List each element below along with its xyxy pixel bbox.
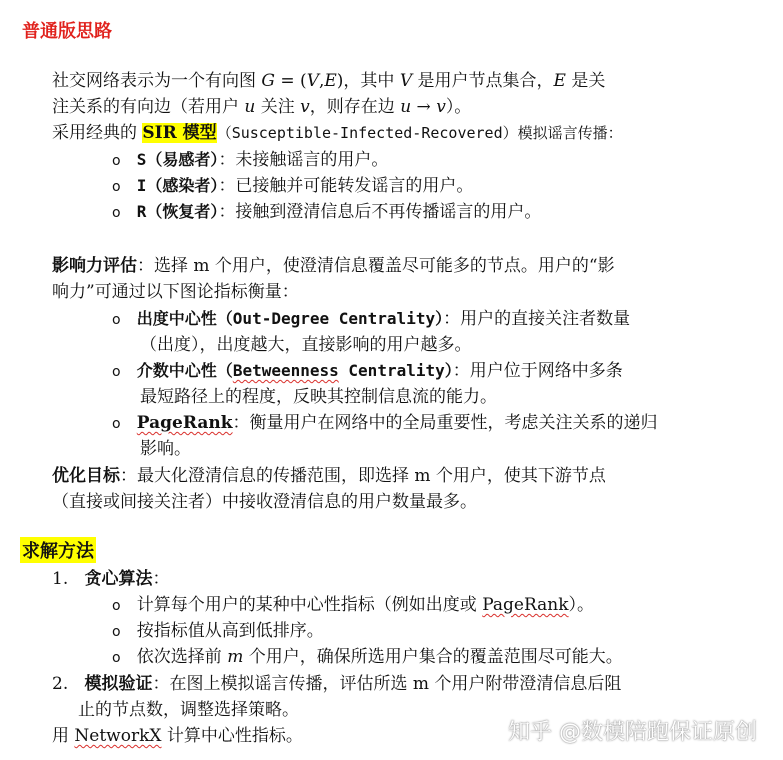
- state-desc: ：未接触谣言的用户。: [218, 150, 389, 170]
- metric-label-suffix: Centrality）: [338, 361, 453, 380]
- state-label: R（恢复者）: [136, 202, 219, 221]
- metric-betweenness-cont: 最短路径上的程度，反映其控制信息流的能力。: [140, 387, 497, 407]
- item-colon: ：: [152, 569, 170, 589]
- footer-prefix: 用: [52, 726, 75, 746]
- influence-line-2: 响力”可通过以下图论指标衡量：: [52, 282, 299, 302]
- item-text: ：在图上模拟谣言传播，评估所选 m 个用户附带澄清信息后阻: [152, 674, 622, 694]
- item-label: 贪心算法: [84, 569, 153, 589]
- step-text: 按指标值从高到低排序。: [136, 621, 324, 641]
- state-item-s: [112, 147, 388, 174]
- bullet-icon: o: [112, 416, 121, 432]
- metric-label: PageRank: [136, 413, 233, 433]
- step-spellcheck-word: PageRank: [482, 595, 569, 615]
- sir-prefix: 采用经典的: [52, 123, 143, 143]
- section-heading-normal: 普通版思路: [22, 21, 112, 42]
- metric-out-degree-cont: （出度），出度越大，直接影响的用户越多。: [140, 335, 472, 355]
- metric-out-degree: [112, 306, 630, 333]
- step-text-suffix: ）。: [568, 595, 595, 615]
- metric-label: 出度中心性（Out-Degree Centrality）: [136, 309, 444, 328]
- bullet-icon: o: [112, 312, 121, 328]
- greedy-step-1: [112, 592, 594, 619]
- step-text: 计算每个用户的某种中心性指标（例如出度或: [136, 595, 483, 615]
- metric-betweenness: [112, 358, 623, 385]
- footer-line: [52, 723, 303, 749]
- metric-pagerank: [112, 410, 658, 437]
- intro-line-1: 社交网络表示为一个有向图 G = (V,E)，其中 V 是用户节点集合，E 是关: [52, 71, 606, 91]
- footer-spellcheck-word: NetworkX: [74, 726, 162, 746]
- item-number: 2.: [52, 674, 69, 694]
- metric-desc: ：衡量用户在网络中的全局重要性，考虑关注关系的递归: [232, 413, 658, 433]
- watermark: 知乎 @数模陪跑保证原创: [508, 720, 757, 745]
- sir-model-highlight: SIR 模型: [142, 123, 217, 143]
- goal-label: 优化目标: [52, 466, 120, 486]
- influence-text-1: ：选择 m 个用户，使澄清信息覆盖尽可能多的节点。用户的“影: [137, 256, 615, 276]
- state-label: I（感染者）: [136, 176, 219, 195]
- metric-desc: ：用户的直接关注者数量: [443, 309, 631, 329]
- item-number: 1.: [52, 569, 69, 589]
- metric-label-prefix: 介数中心性（: [136, 361, 233, 380]
- sir-full-name: （Susceptible-Infected-Recovered）模拟谣言传播：: [216, 124, 623, 142]
- footer-suffix: 计算中心性指标。: [161, 726, 303, 746]
- intro-line-2: 注关系的有向边（若用户 u 关注 v，则存在边 u → v）。: [52, 97, 472, 117]
- bullet-icon: o: [112, 179, 121, 195]
- influence-label: 影响力评估: [52, 256, 137, 276]
- metric-desc: ：用户位于网络中多条: [452, 361, 623, 381]
- metric-pagerank-cont: 影响。: [140, 439, 191, 459]
- state-desc: ：已接触并可能转发谣言的用户。: [218, 176, 474, 196]
- bullet-icon: o: [112, 650, 121, 666]
- goal-text-1: ：最大化澄清信息的传播范围，即选择 m 个用户，使其下游节点: [120, 466, 606, 486]
- state-item-i: [112, 173, 473, 200]
- greedy-step-2: [112, 618, 324, 645]
- section-heading-solution: 求解方法: [20, 537, 96, 563]
- greedy-step-3: o 依次选择前 m 个用户，确保所选用户集合的覆盖范围尽可能大。: [112, 647, 623, 667]
- solution-item-simulation: [52, 671, 621, 697]
- metric-label-spellcheck: Betweenness: [232, 361, 339, 380]
- state-desc: ：接触到澄清信息后不再传播谣言的用户。: [218, 202, 542, 222]
- state-label: S（易感者）: [136, 150, 219, 169]
- bullet-icon: o: [112, 598, 121, 614]
- bullet-icon: o: [112, 153, 121, 169]
- goal-line-1: [52, 463, 606, 489]
- solution-item-simulation-cont: 止的节点数，调整选择策略。: [78, 700, 299, 720]
- sir-line: [52, 120, 623, 146]
- influence-line-1: [52, 253, 615, 279]
- bullet-icon: o: [112, 205, 121, 221]
- bullet-icon: o: [112, 624, 121, 640]
- bullet-icon: o: [112, 364, 121, 380]
- state-item-r: [112, 199, 541, 226]
- item-label: 模拟验证: [84, 674, 153, 694]
- solution-item-greedy: [52, 566, 169, 592]
- goal-line-2: （直接或间接关注者）中接收澄清信息的用户数量最多。: [52, 492, 477, 512]
